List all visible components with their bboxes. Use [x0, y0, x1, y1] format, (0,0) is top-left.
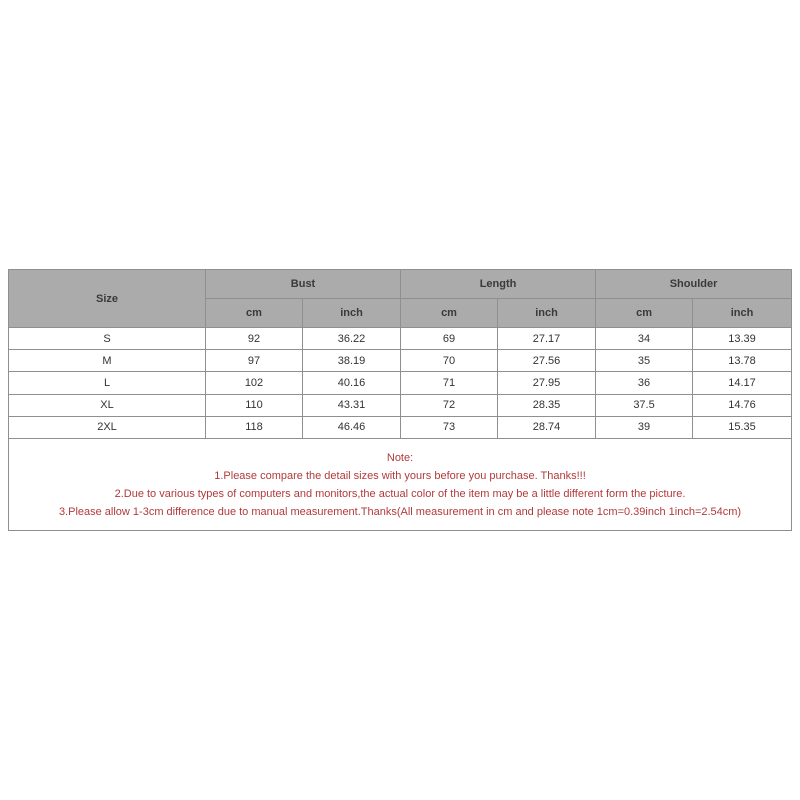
table-row — [9, 328, 792, 350]
header-row-groups — [9, 270, 792, 299]
length-header: Length — [401, 270, 596, 299]
unit-header: inch — [693, 299, 792, 328]
table-row — [9, 372, 792, 394]
notes-cell — [9, 439, 792, 531]
table-row — [9, 350, 792, 372]
table-cell: 69 — [401, 328, 498, 350]
bust-header: Bust — [206, 270, 401, 299]
note-title: Note: — [386, 451, 414, 464]
table-cell: 72 — [401, 394, 498, 416]
shoulder-header: Shoulder — [596, 270, 792, 299]
table-cell: 118 — [206, 416, 303, 438]
table-cell: 27.95 — [498, 372, 596, 394]
table-cell: 36.22 — [303, 328, 401, 350]
note-line-2: 2.Due to various types of computers and monitors,the actual color of the item may be a little different form the picture. — [114, 487, 686, 500]
table-cell: 70 — [401, 350, 498, 372]
table-cell: 92 — [206, 328, 303, 350]
table-cell: 40.16 — [303, 372, 401, 394]
table-cell: 27.56 — [498, 350, 596, 372]
table-cell: 13.78 — [693, 350, 792, 372]
note-line-3: 3.Please allow 1-3cm difference due to manual measurement.Thanks(All measurement in cm and please note 1cm=0.39inch 1inch=2.54cm) — [58, 505, 742, 518]
table-cell: 14.76 — [693, 394, 792, 416]
size-cell: L — [9, 372, 206, 394]
size-cell: XL — [9, 394, 206, 416]
size-cell: S — [9, 328, 206, 350]
table-cell: 27.17 — [498, 328, 596, 350]
size-header: Size — [9, 270, 206, 328]
table-cell: 71 — [401, 372, 498, 394]
size-cell: 2XL — [9, 416, 206, 438]
table-cell: 97 — [206, 350, 303, 372]
table-cell: 102 — [206, 372, 303, 394]
table-cell: 34 — [596, 328, 693, 350]
table-row — [9, 416, 792, 438]
size-cell: M — [9, 350, 206, 372]
table-cell: 43.31 — [303, 394, 401, 416]
table-cell: 28.74 — [498, 416, 596, 438]
table-cell: 110 — [206, 394, 303, 416]
table-cell: 73 — [401, 416, 498, 438]
table-row — [9, 394, 792, 416]
size-chart-table — [8, 269, 792, 531]
table-cell: 39 — [596, 416, 693, 438]
unit-header: inch — [303, 299, 401, 328]
unit-header: cm — [596, 299, 693, 328]
table-cell: 14.17 — [693, 372, 792, 394]
unit-header: inch — [498, 299, 596, 328]
table-cell: 28.35 — [498, 394, 596, 416]
unit-header: cm — [206, 299, 303, 328]
table-cell: 38.19 — [303, 350, 401, 372]
table-cell: 13.39 — [693, 328, 792, 350]
note-line-1: 1.Please compare the detail sizes with yours before you purchase. Thanks!!! — [214, 469, 586, 482]
table-cell: 46.46 — [303, 416, 401, 438]
table-cell: 36 — [596, 372, 693, 394]
table-cell: 35 — [596, 350, 693, 372]
table-cell: 15.35 — [693, 416, 792, 438]
unit-header: cm — [401, 299, 498, 328]
notes-row — [9, 439, 792, 531]
table-cell: 37.5 — [596, 394, 693, 416]
